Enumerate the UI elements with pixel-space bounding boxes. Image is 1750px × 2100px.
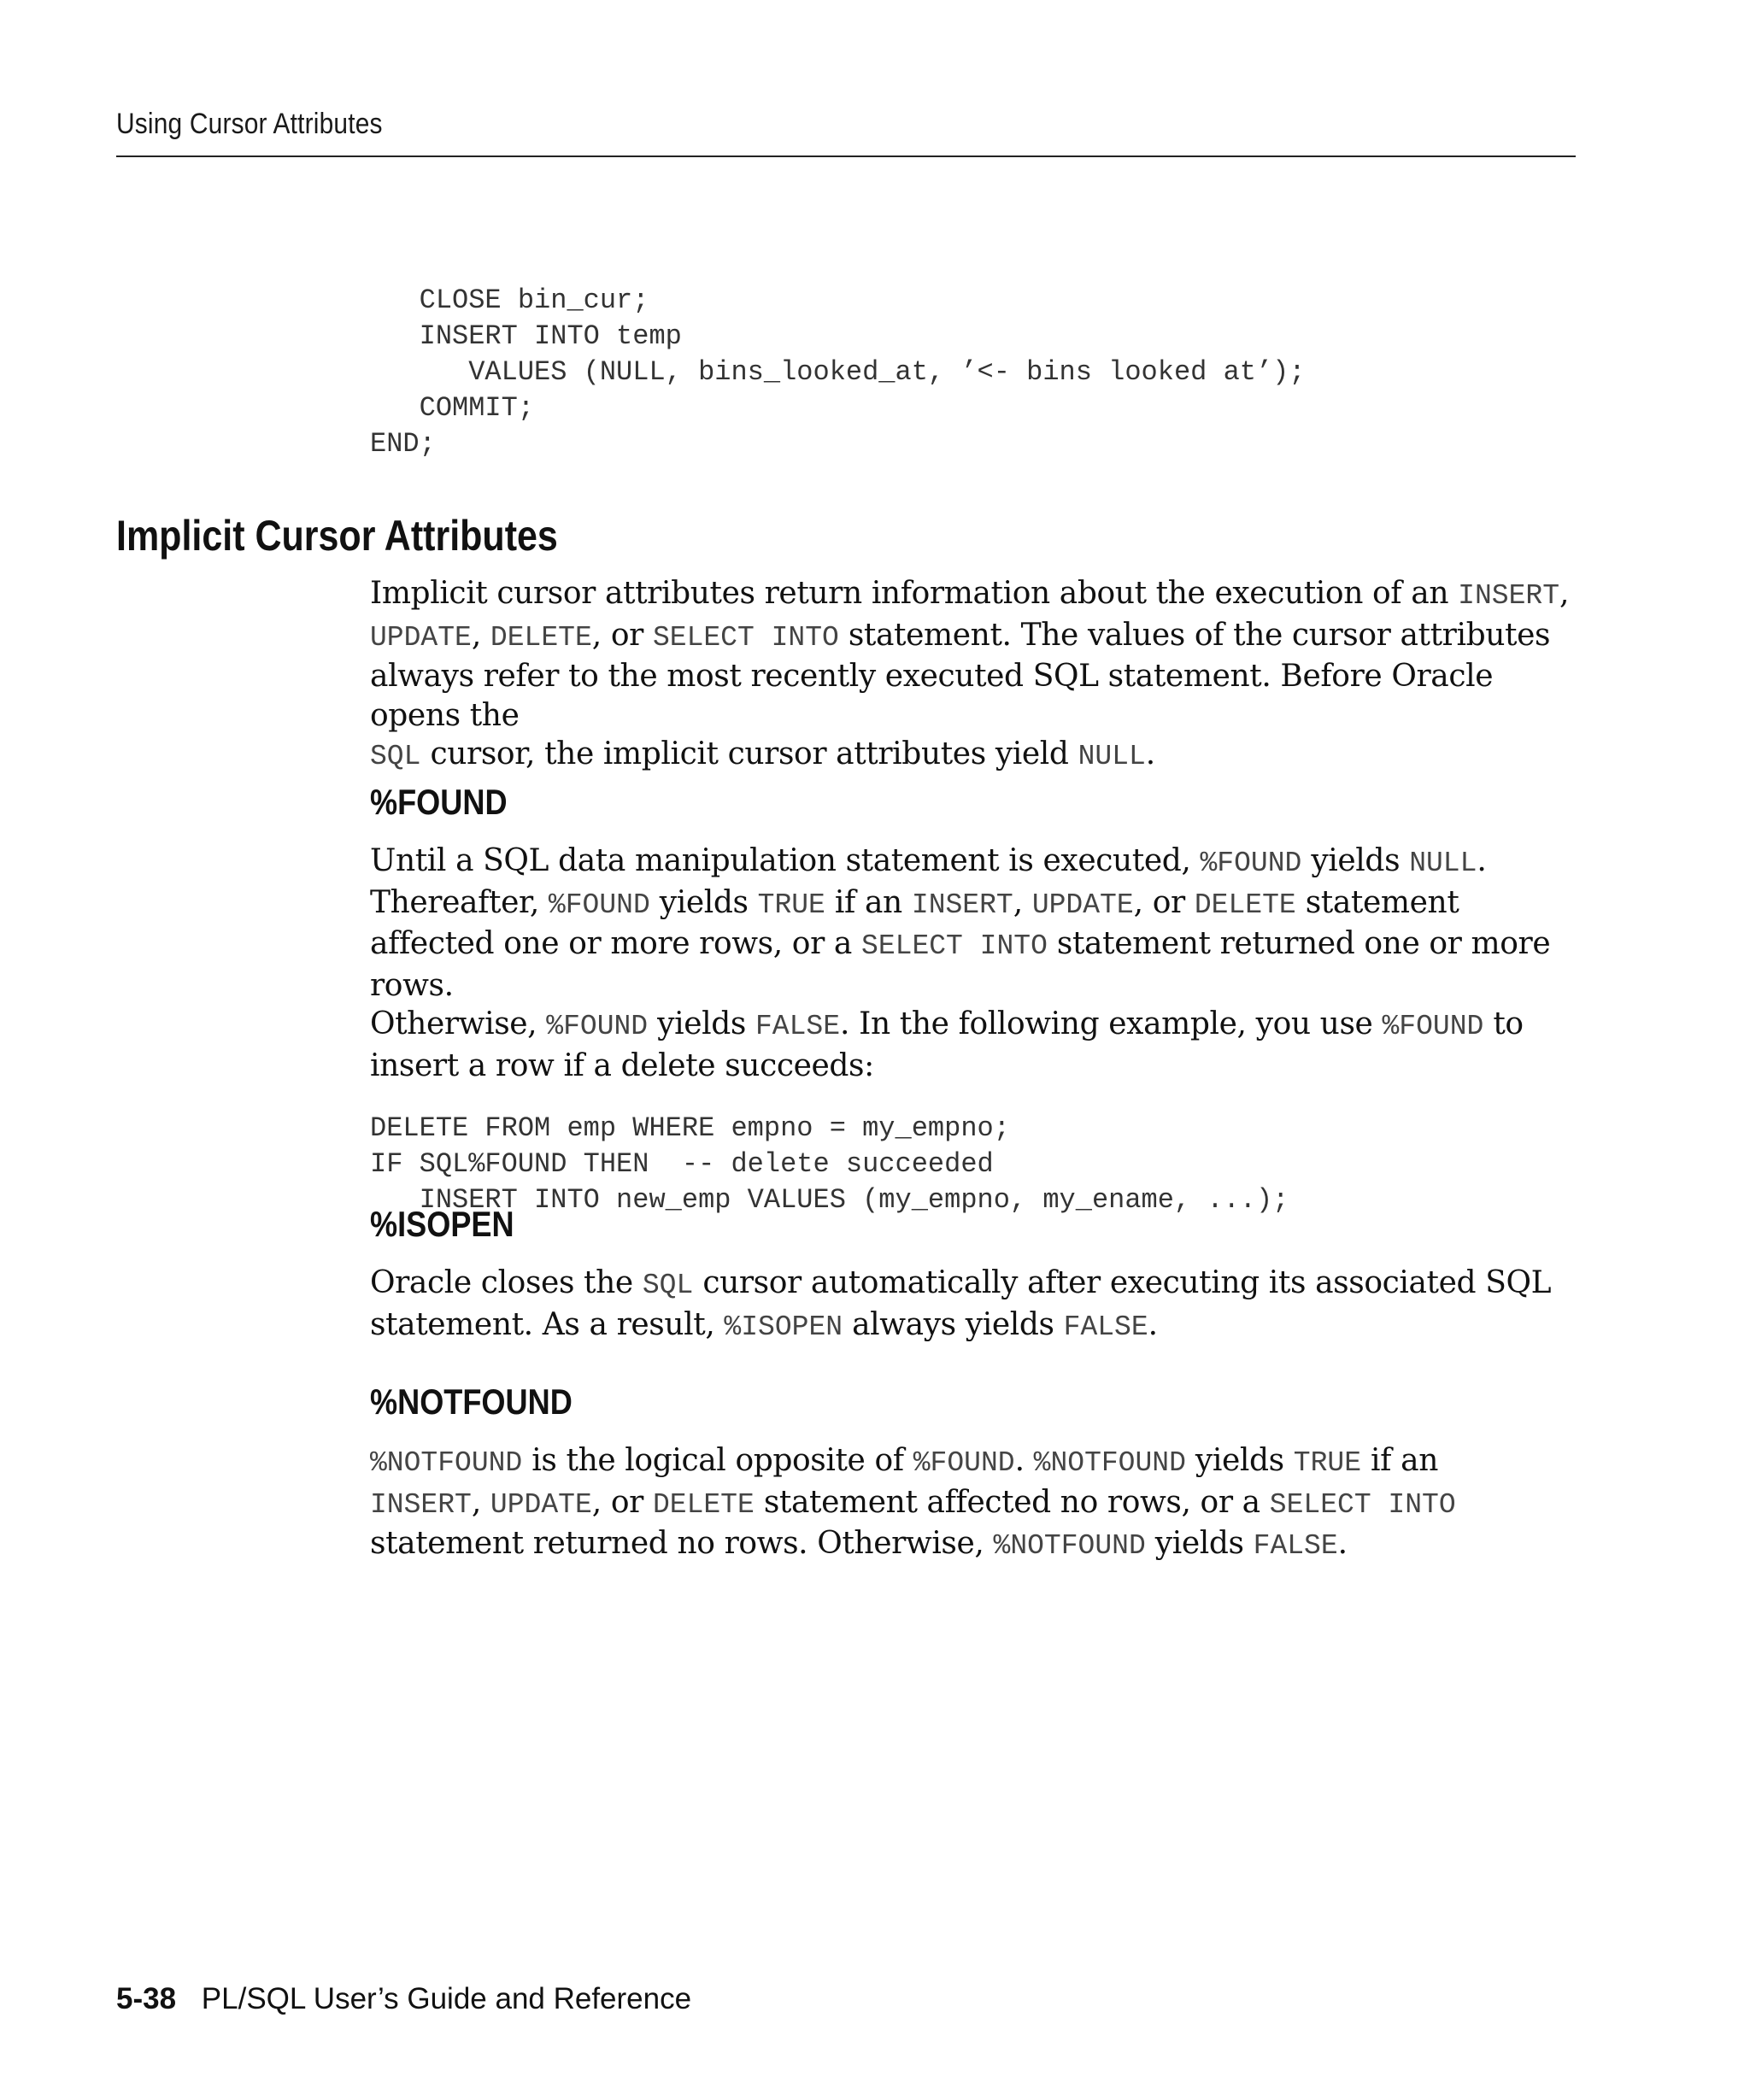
- running-header-title: Using Cursor Attributes: [116, 108, 383, 140]
- found-code-example: DELETE FROM emp WHERE empno = my_empno; IF SQL%FOUND THEN -- delete succeeded INSERT INTO new_emp VALUES (my_empno, my_ename, ...);: [370, 1112, 1289, 1216]
- inline-code: SELECT INTO: [652, 621, 839, 654]
- inline-code: SELECT INTO: [1269, 1488, 1456, 1521]
- notfound-paragraph: %NOTFOUND is the logical opposite of %FOUND. %NOTFOUND yields TRUE if an INSERT, UPDATE, or DELETE statement affected no rows, or a SELECT INTO statement returned no rows. Otherwise, %NOTFOUND yields FALSE.: [370, 1443, 1456, 1562]
- page-footer: [116, 1982, 691, 2016]
- inline-code: INSERT: [370, 1488, 472, 1521]
- inline-code: %FOUND: [548, 889, 650, 921]
- notfound-section: [370, 1381, 1583, 1566]
- page-number: 5-38: [116, 1982, 177, 2015]
- found-section: [370, 782, 1583, 1218]
- inline-code: %NOTFOUND: [993, 1530, 1146, 1562]
- inline-code: %ISOPEN: [724, 1311, 843, 1343]
- inline-code: TRUE: [1293, 1447, 1361, 1479]
- inline-code: %NOTFOUND: [370, 1447, 523, 1479]
- inline-code: %FOUND: [1200, 848, 1302, 879]
- inline-code: SELECT INTO: [861, 930, 1048, 962]
- inline-code: UPDATE: [490, 1488, 592, 1521]
- inline-code: DELETE: [1194, 889, 1296, 921]
- inline-code: UPDATE: [1031, 889, 1134, 921]
- book-title: PL/SQL User’s Guide and Reference: [201, 1982, 692, 2015]
- inline-code: NULL: [1078, 741, 1146, 772]
- inline-code: DELETE: [652, 1488, 755, 1521]
- code-block-close-cursor: CLOSE bin_cur; INSERT INTO temp VALUES (NULL, bins_looked_at, ’<- bins looked at’); COMMIT; END;: [370, 284, 1306, 460]
- isopen-section: [370, 1204, 1583, 1346]
- inline-code: %FOUND: [546, 1011, 649, 1042]
- inline-code: SQL: [370, 741, 421, 772]
- header-rule: [116, 155, 1576, 157]
- inline-code: UPDATE: [370, 621, 472, 654]
- isopen-heading: %ISOPEN: [370, 1204, 514, 1244]
- inline-code: TRUE: [757, 889, 825, 921]
- intro-section: [370, 574, 1583, 777]
- inline-code: DELETE: [490, 621, 592, 654]
- intro-paragraph: Implicit cursor attributes return information about the execution of an INSERT, UPDATE, DELETE, or SELECT INTO statement. The values of the cursor attributes always refer to the most recently executed SQL statement. Before Oracle opens the SQL cursor, the implicit cursor attributes yield NULL.: [370, 576, 1570, 772]
- inline-code: FALSE: [755, 1011, 841, 1042]
- found-paragraph: Until a SQL data manipulation statement is executed, %FOUND yields NULL. Thereafter, %FOUND yields TRUE if an INSERT, UPDATE, or DELETE statement affected one or more rows, or a SELECT INTO statement returned one or more rows. Otherwise, %FOUND yields FALSE. In the following example, you use %FOUND to insert a row if a delete succeeds:: [370, 843, 1551, 1083]
- section-title: Implicit Cursor Attributes: [116, 512, 558, 560]
- inline-code: %FOUND: [1382, 1011, 1484, 1042]
- found-heading: %FOUND: [370, 782, 508, 822]
- inline-code: FALSE: [1253, 1530, 1338, 1562]
- inline-code: SQL: [642, 1270, 694, 1301]
- inline-code: %FOUND: [913, 1447, 1015, 1479]
- inline-code: FALSE: [1063, 1311, 1148, 1343]
- inline-code: %NOTFOUND: [1033, 1447, 1186, 1479]
- isopen-paragraph: Oracle closes the SQL cursor automatically after executing its associated SQL statement. As a result, %ISOPEN always yields FALSE.: [370, 1265, 1552, 1343]
- inline-code: INSERT: [1458, 580, 1559, 612]
- inline-code: NULL: [1409, 848, 1477, 879]
- inline-code: INSERT: [911, 889, 1013, 921]
- notfound-heading: %NOTFOUND: [370, 1381, 573, 1422]
